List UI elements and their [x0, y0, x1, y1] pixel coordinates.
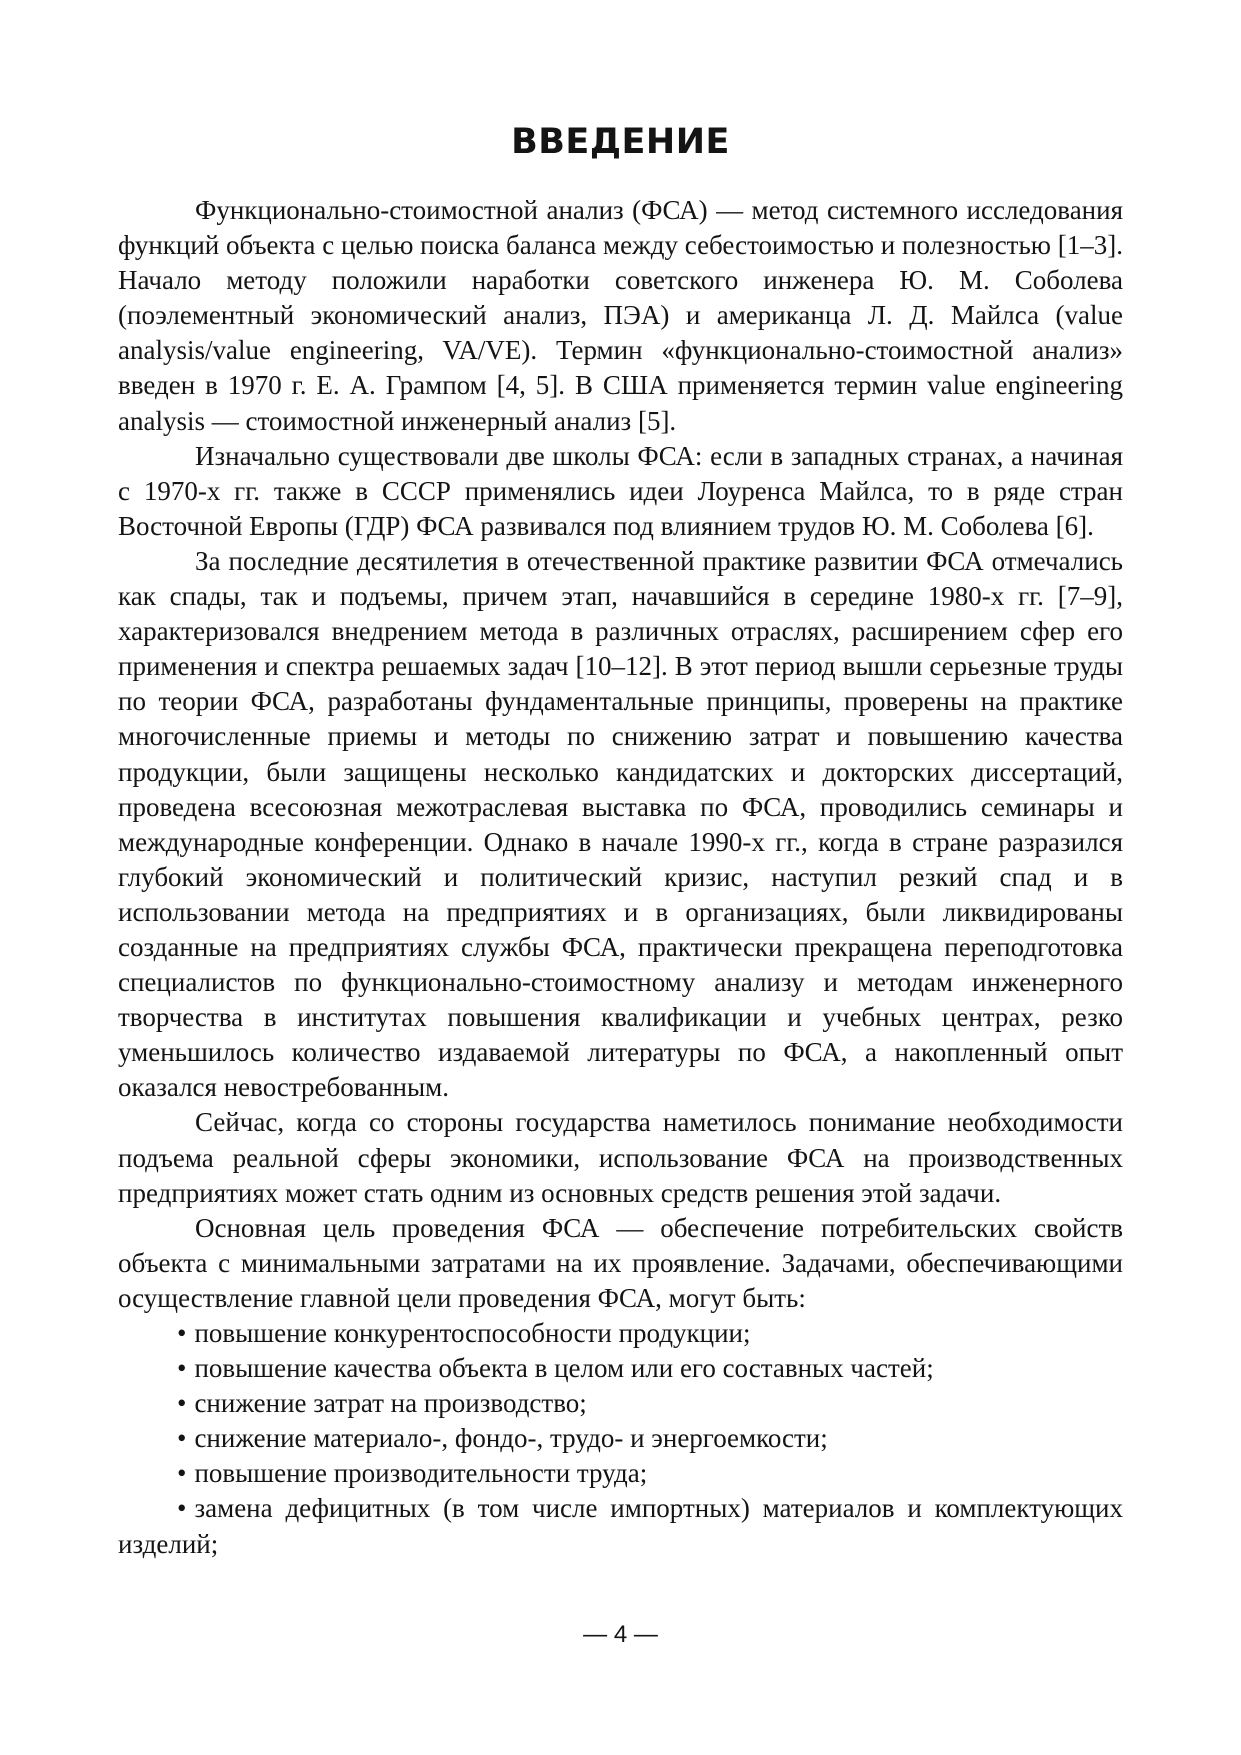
- paragraph-5: Основная цель проведения ФСА — обеспечение потребительских свойств объекта с минимальными затратами на их проявление. Задачами, обеспечивающими осуществление главной цели проведения ФСА, могут быть:: [118, 1212, 1123, 1313]
- list-item-text: снижение материало-, фондо-, трудо- и энергоемкости;: [194, 1423, 828, 1454]
- page-title: ВВЕДЕНИЕ: [511, 122, 730, 162]
- list-item: [118, 1491, 1123, 1561]
- paragraph-2: Изначально существовали две школы ФСА: если в западных странах, а начиная с 1970-х гг. также в СССР применялись идеи Лоуренса Майлса, то в ряде стран Восточной Европы (ГДР) ФСА развивался под влиянием трудов Ю. М. Соболева [6].: [118, 440, 1123, 541]
- bullet-icon: •: [177, 1353, 187, 1384]
- list-item-text: снижение затрат на производство;: [194, 1388, 587, 1419]
- list-item-text: повышение производительности труда;: [194, 1458, 648, 1489]
- list-item-text: повышение конкурентоспособности продукции;: [194, 1318, 751, 1348]
- task-list: [118, 1316, 1123, 1562]
- list-item: [118, 1386, 1123, 1421]
- paragraph-1: Функционально-стоимостной анализ (ФСА) — метод системного исследования функций объекта с целью поиска баланса между себестоимостью и полезностью [1–3]. Начало методу положили наработки советского инженера Ю. М. Соболева (поэлементный экономический анализ, ПЭА) и американца Л. Д. Майлса (value analysis/value engineering, VA/VE). Термин «функционально-стоимостной анализ» введен в 1970 г. Е. А. Грампом [4, 5]. В США применяется термин value engineering analysis — стоимостной инженерный анализ [5].: [118, 195, 1123, 436]
- bullet-icon: •: [177, 1423, 187, 1454]
- paragraph-4: Сейчас, когда со стороны государства наметилось понимание необходимости подъема реальной сферы экономики, использование ФСА на производственных предприятиях может стать одним из основных средств решения этой задачи.: [118, 1107, 1123, 1208]
- bullet-icon: •: [177, 1458, 187, 1489]
- bullet-icon: •: [177, 1318, 187, 1348]
- body-text: [118, 193, 1123, 1562]
- bullet-icon: •: [177, 1493, 187, 1524]
- bullet-icon: •: [177, 1388, 187, 1419]
- list-item: [118, 1316, 1123, 1351]
- list-item: [118, 1421, 1123, 1456]
- list-item-text: повышение качества объекта в целом или его составных частей;: [194, 1353, 934, 1384]
- paragraph-3: За последние десятилетия в отечественной практике развитии ФСА отмечались как спады, так и подъемы, причем этап, начавшийся в середине 1980-х гг. [7–9], характеризовался внедрением метода в различных отраслях, расширением сфер его применения и спектра решаемых задач [10–12]. В этот период вышли серьезные труды по теории ФСА, разработаны фундаментальные принципы, проверены на практике многочисленные приемы и методы по снижению затрат и повышению качества продукции, были защищены несколько кандидатских и докторских диссертаций, проведена всесоюзная межотраслевая выставка по ФСА, проводились семинары и международные конференции. Однако в начале 1990-х гг., когда в стране разразился глубокий экономический и политический кризис, наступил резкий спад и в использовании метода на предприятиях и в организациях, были ликвидированы созданные на предприятиях службы ФСА, практически прекращена переподготовка специалистов по функционально-стоимостному анализу и методам инженерного творчества в институтах повышения квалификации и учебных центрах, резко уменьшилось количество издаваемой литературы по ФСА, а накопленный опыт оказался невостребованным.: [118, 545, 1123, 1103]
- list-item: [118, 1456, 1123, 1491]
- page-number: — 4 —: [583, 1621, 658, 1648]
- list-item-text: замена дефицитных (в том числе импортных) материалов и комплектующих изделий;: [118, 1493, 1123, 1559]
- list-item: [118, 1351, 1123, 1386]
